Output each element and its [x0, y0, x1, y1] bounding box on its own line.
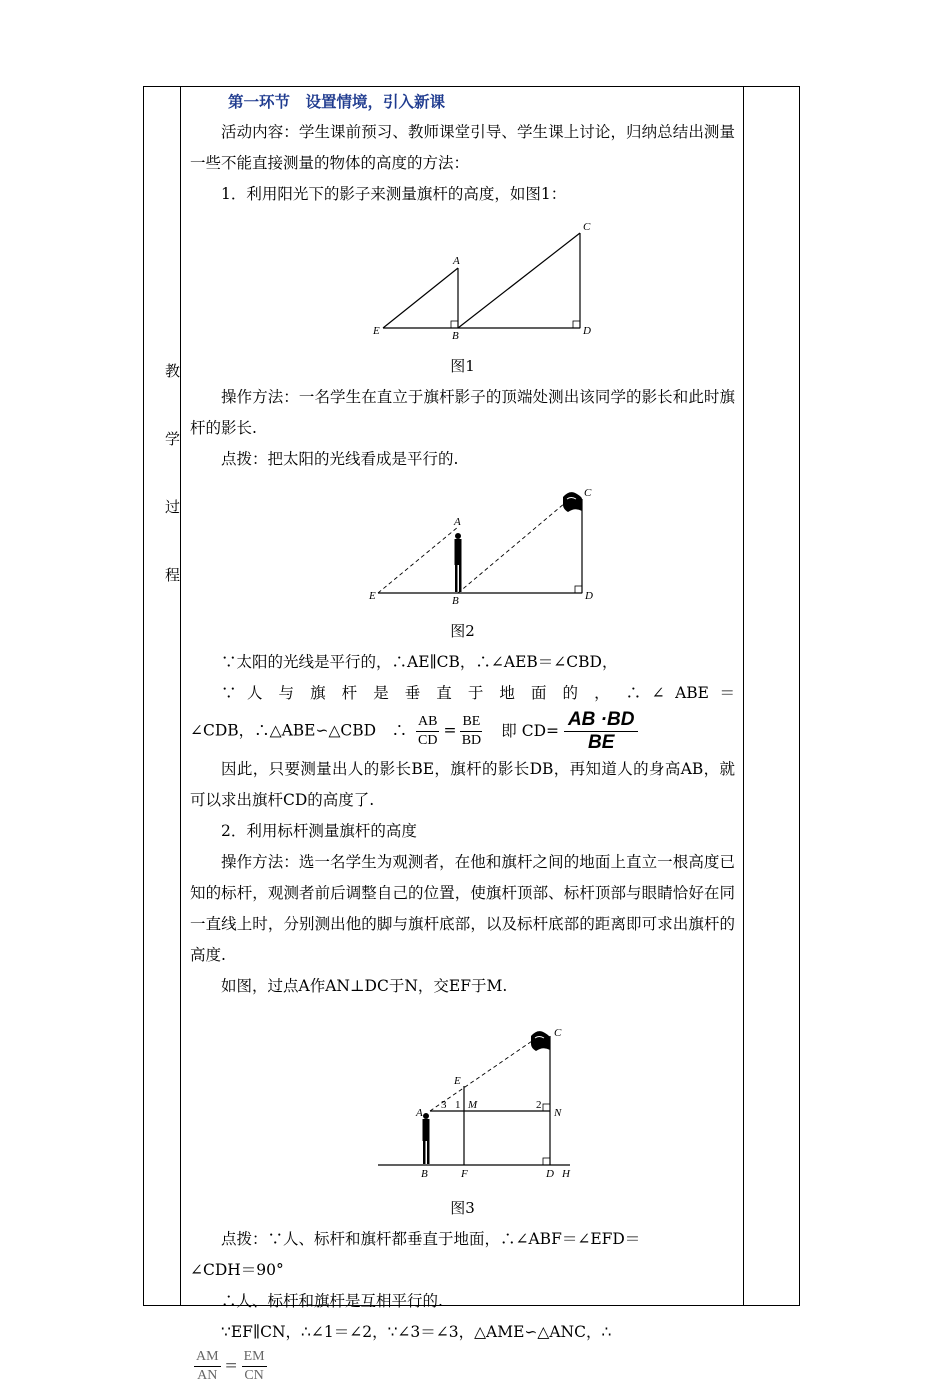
person-figure: [455, 533, 462, 592]
side-label-char: 教: [165, 362, 181, 380]
person-figure: [423, 1113, 430, 1164]
figure-3: [190, 1002, 735, 1224]
section-title: 第一环节 设置情境，引入新课: [228, 92, 446, 111]
hint-2-line-1: 点拨：∵人、标杆和旗杆都垂直于地面，∴∠ABF＝∠EFD＝: [221, 1230, 641, 1248]
fraction-be-bd: [460, 713, 482, 750]
frac-den: BD: [461, 733, 482, 748]
frac-den: BE: [587, 732, 615, 753]
figure-1-diagram: [190, 210, 735, 340]
intro-text: 活动内容：学生课前预习、教师课堂引导、学生课上讨论，归纳总结出测量一些不能直接测量的物体的高度的方法：: [190, 123, 735, 172]
side-label-char: 过: [165, 498, 181, 516]
hint-2-line-2: ∠CDH＝90°: [190, 1261, 284, 1279]
figure-3-diagram: [190, 1002, 735, 1182]
fraction-am-an: [194, 1348, 221, 1385]
label-F: F: [461, 1168, 468, 1180]
lesson-content: [190, 86, 735, 1385]
reason-2-line-2: [190, 709, 735, 754]
figure-3-caption: 图3: [450, 1199, 475, 1217]
figure-1: [190, 210, 735, 382]
frac-num: EM: [242, 1348, 267, 1367]
reason-1: ∵太阳的光线是平行的，∴AE∥CB，∴∠AEB＝∠CBD，: [221, 653, 618, 671]
operation-method-2: 操作方法：选一名学生为观测者，在他和旗杆之间的地面上直立一根高度已知的标杆，观测者前后调整自己的位置，使旗杆顶部、标杆顶部与眼睛恰好在同一直线上时，分别测出他的脚与旗杆底部，以及标杆底部的距离即可求出旗杆的高度.: [190, 853, 735, 964]
label-C: C: [554, 1027, 562, 1039]
table-divider-left: [180, 86, 181, 1306]
conclusion-1: 因此，只要测量出人的影长BE，旗杆的影长DB，再知道人的身高AB，就可以求出旗杆CD的高度了.: [190, 760, 735, 809]
figure-1-caption: 图1: [450, 357, 475, 375]
label-E: E: [454, 1075, 461, 1087]
label-N: N: [554, 1107, 562, 1119]
figure-2-caption: 图2: [450, 622, 475, 640]
angle-3-label: 3: [441, 1099, 447, 1111]
equals-sign: =: [224, 1356, 238, 1375]
method1-heading: 1．利用阳光下的影子来测量旗杆的高度，如图1：: [221, 185, 567, 203]
figure-2-diagram: [190, 475, 735, 605]
flag-icon: [563, 492, 582, 512]
frac-den: AN: [197, 1368, 218, 1383]
similar-triangles-statement: ∵EF∥CN，∴∠1＝∠2，∵∠3＝∠3，△AME∽△ANC，∴: [221, 1323, 612, 1341]
label-C: C: [584, 487, 592, 499]
fraction-ab-cd: [416, 713, 439, 750]
so-text: 即 CD=: [501, 721, 559, 740]
frac-num: AM: [194, 1348, 221, 1367]
label-E: E: [369, 590, 376, 602]
angle-2-label: 2: [536, 1099, 542, 1111]
frac-num: AB ·BD: [564, 709, 639, 732]
table-divider-right: [743, 86, 744, 1306]
fraction-em-cn: [242, 1348, 267, 1385]
construction-text: 如图，过点A作AN⊥DC于N，交EF于M.: [221, 977, 508, 995]
angle-1-label: 1: [455, 1099, 461, 1111]
hint-1: 点拨：把太阳的光线看成是平行的.: [221, 450, 459, 468]
flag-icon: [531, 1031, 550, 1051]
label-A: A: [416, 1107, 423, 1119]
label-E: E: [373, 325, 380, 337]
label-B: B: [421, 1168, 428, 1180]
frac-den: CN: [244, 1368, 264, 1383]
side-label-char: 学: [165, 430, 181, 448]
figure-2: [190, 475, 735, 647]
label-A: A: [454, 516, 461, 528]
similar-statement: ∠CDB，∴△ABE∽△CBD ∴: [190, 721, 408, 740]
label-D: D: [546, 1168, 554, 1180]
side-label-char: 程: [165, 566, 181, 584]
reason-2-line-1: ∵ 人 与 旗 杆 是 垂 直 于 地 面 的 ， ∴ ∠ ABE ＝: [221, 684, 735, 702]
label-M: M: [468, 1099, 478, 1111]
equals-sign: =: [443, 721, 457, 740]
label-D: D: [583, 325, 591, 337]
label-D: D: [585, 590, 593, 602]
frac-num: AB: [416, 713, 439, 732]
label-C: C: [583, 221, 591, 233]
method2-heading: 2．利用标杆测量旗杆的高度: [221, 822, 417, 840]
label-H: H: [562, 1168, 570, 1180]
operation-method-1: 操作方法：一名学生在直立于旗杆影子的顶端处测出该同学的影长和此时旗杆的影长.: [190, 388, 735, 437]
parallel-statement: ∴人、标杆和旗杆是互相平行的.: [221, 1292, 443, 1310]
fraction-cd-formula: [564, 709, 639, 754]
frac-den: CD: [418, 733, 438, 748]
final-proportion: [190, 1348, 735, 1385]
label-B: B: [452, 330, 459, 340]
label-B: B: [452, 595, 459, 605]
frac-num: BE: [460, 713, 482, 732]
label-A: A: [453, 255, 460, 267]
